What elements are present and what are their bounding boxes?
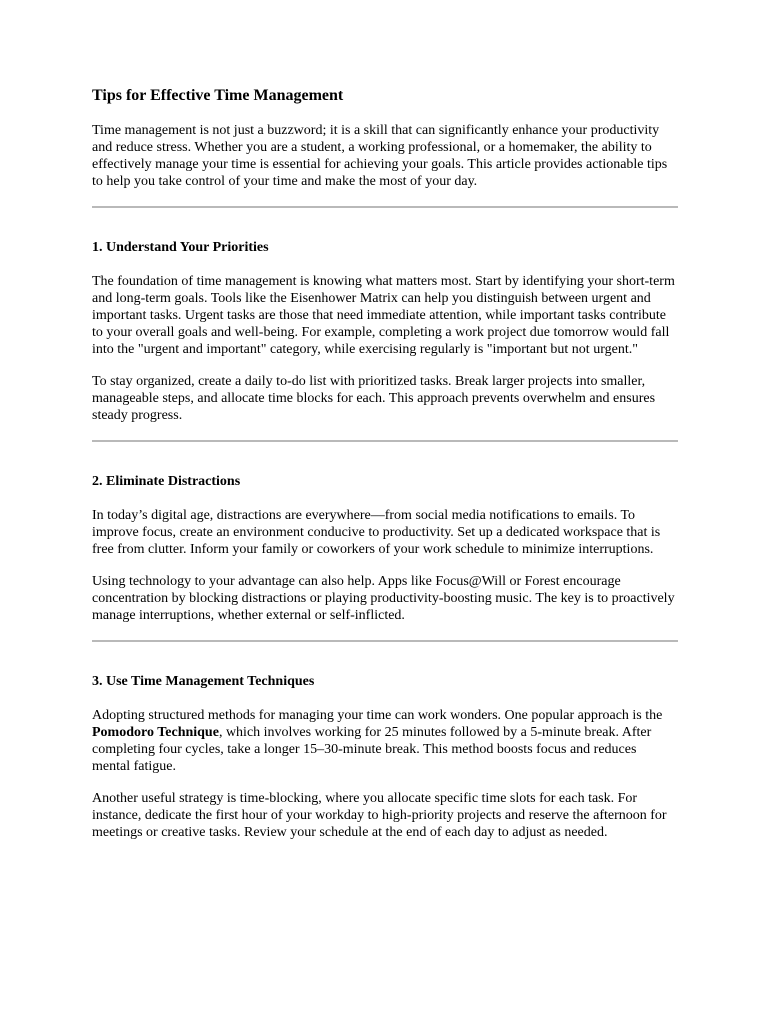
section-techniques [92,673,678,841]
section-paragraph: Using technology to your advantage can also help. Apps like Focus@Will or Forest encourage concentration by blocking distractions or playing productivity-boosting music. The key is to proactively manage interruptions, whether external or self-inflicted. [92,574,675,623]
section-priorities [92,239,678,424]
pomodoro-emphasis: Pomodoro Technique [92,725,219,740]
section-divider [92,640,678,642]
section-divider [92,440,678,442]
section-heading: 2. Eliminate Distractions [92,474,241,489]
paragraph-text: Adopting structured methods for managing your time can work wonders. One popular approach is the [92,708,663,723]
section-paragraph: The foundation of time management is knowing what matters most. Start by identifying your short-term and long-term goals. Tools like the Eisenhower Matrix can help you distinguish between urgent and important tasks. Urgent tasks are those that need immediate attention, while important tasks contribute to your overall goals and well-being. For example, completing a work project due tomorrow would fall into the "urgent and important" category, while exercising regularly is "important but not urgent." [92,274,675,357]
section-divider [92,206,678,208]
section-paragraph: To stay organized, create a daily to-do list with prioritized tasks. Break larger projects into smaller, manageable steps, and allocate time blocks for each. This approach prevents overwhelm and ensures steady progress. [92,374,656,423]
section-paragraph: In today’s digital age, distractions are everywhere—from social media notifications to emails. To improve focus, create an environment conducive to productivity. Set up a dedicated workspace that is free from clutter. Inform your family or coworkers of your work schedule to minimize interruptions. [92,508,661,557]
section-heading: 3. Use Time Management Techniques [92,674,315,689]
page-title: Tips for Effective Time Management [92,87,344,104]
article [92,86,678,841]
section-heading: 1. Understand Your Priorities [92,240,269,255]
intro-paragraph: Time management is not just a buzzword; it is a skill that can significantly enhance your productivity and reduce stress. Whether you are a student, a working professional, or a homemaker, the ability to effectively manage your time is essential for achieving your goals. This article provides actionable tips to help you take control of your time and make the most of your day. [92,123,668,189]
paragraph-text: , which involves working for 25 minutes followed by a 5-minute break. After completing four cycles, take a longer 15–30-minute break. This method boosts focus and reduces mental fatigue. [92,725,652,774]
section-paragraph: Another useful strategy is time-blocking, where you allocate specific time slots for each task. For instance, dedicate the first hour of your workday to high-priority projects and reserve the afternoon for meetings or creative tasks. Review your schedule at the end of each day to adjust as needed. [92,791,667,840]
section-distractions [92,473,678,624]
section-paragraph [92,707,678,775]
